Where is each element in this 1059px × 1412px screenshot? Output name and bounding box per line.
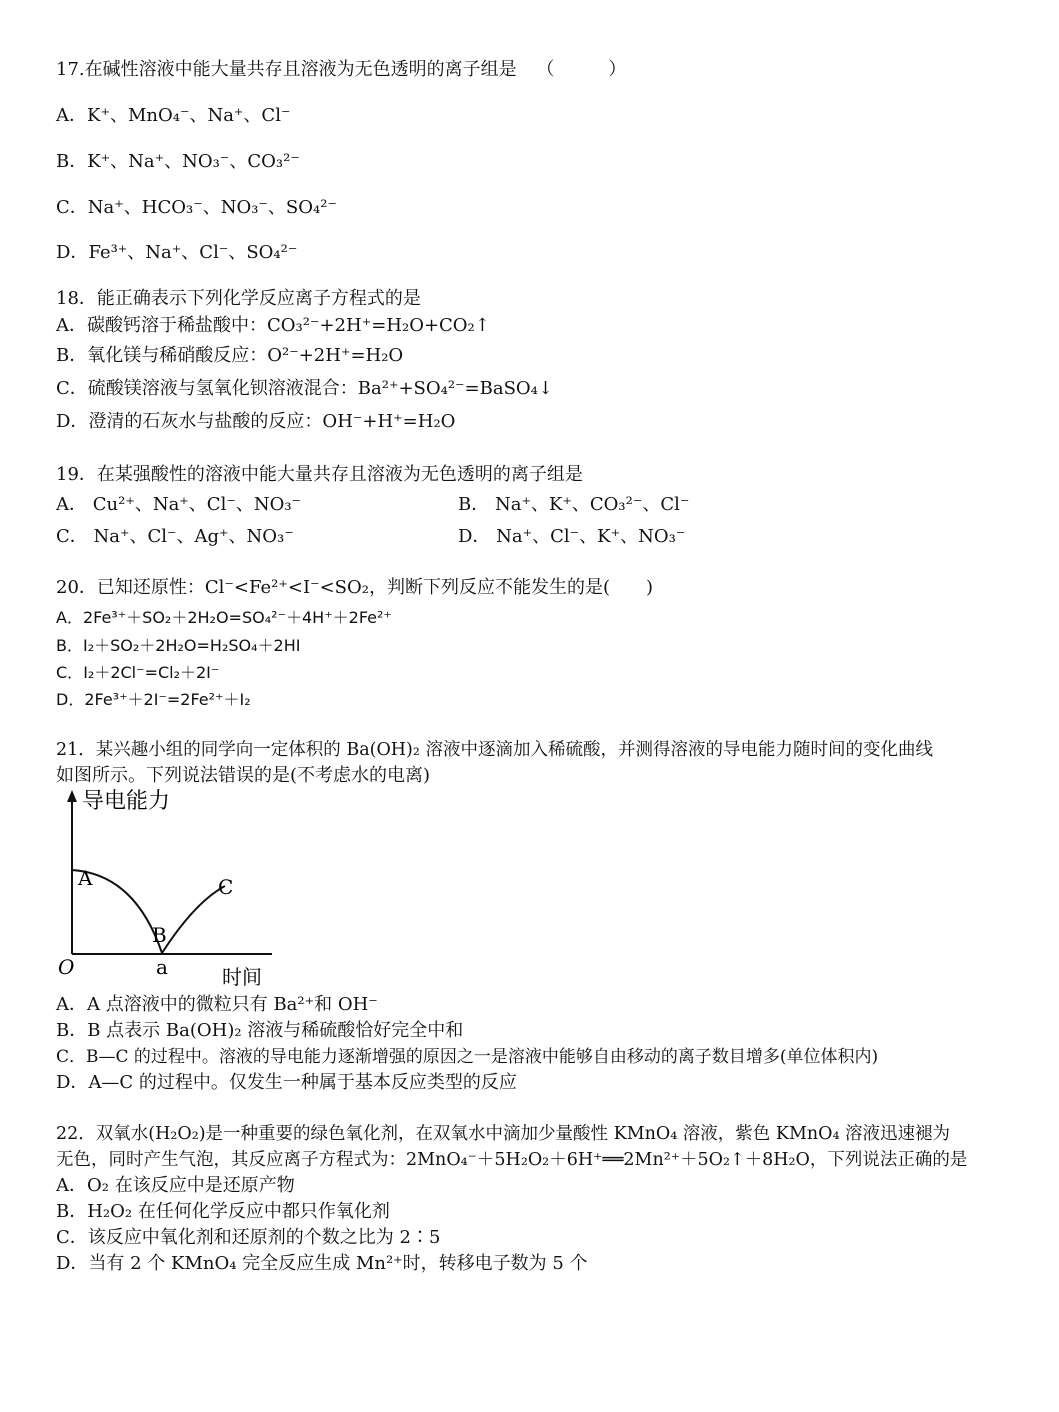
q17-option-c: C．Na⁺、HCO₃⁻、NO₃⁻、SO₄²⁻ bbox=[56, 197, 337, 218]
point-c-label: C bbox=[218, 875, 234, 899]
q19-option-a: A． Cu²⁺、Na⁺、Cl⁻、NO₃⁻ bbox=[56, 494, 302, 515]
q17-option-b: B．K⁺、Na⁺、NO₃⁻、CO₃²⁻ bbox=[56, 151, 300, 172]
x-axis-label: 时间 bbox=[222, 965, 262, 989]
q19-option-c: C． Na⁺、Cl⁻、Ag⁺、NO₃⁻ bbox=[56, 526, 294, 547]
q22-stem-line-1: 22．双氧水(H₂O₂)是一种重要的绿色氧化剂，在双氧水中滴加少量酸性 KMnO₄ 溶液，紫色 KMnO₄ 溶液迅速褪为 bbox=[56, 1124, 951, 1144]
q19-stem: 19．在某强酸性的溶液中能大量共存且溶液为无色透明的离子组是 bbox=[56, 464, 583, 485]
q18-option-b: B．氧化镁与稀硝酸反应：O²⁻+2H⁺=H₂O bbox=[56, 345, 404, 366]
q18-stem: 18．能正确表示下列化学反应离子方程式的是 bbox=[56, 288, 421, 309]
q22-stem-line-2: 无色，同时产生气泡，其反应离子方程式为：2MnO₄⁻＋5H₂O₂＋6H⁺══2Mn²⁺＋5O₂↑＋8H₂O，下列说法正确的是 bbox=[56, 1150, 968, 1170]
q18-option-c: C．硫酸镁溶液与氢氧化钡溶液混合：Ba²⁺+SO₄²⁻=BaSO₄↓ bbox=[56, 378, 553, 399]
q19-row-2 bbox=[56, 525, 956, 549]
q17-option-a: A．K⁺、MnO₄⁻、Na⁺、Cl⁻ bbox=[56, 105, 291, 126]
q20-option-b: B．I₂＋SO₂＋2H₂O=H₂SO₄＋2HI bbox=[56, 636, 301, 655]
q21-stem-line-2: 如图所示。下列说法错误的是(不考虑水的电离) bbox=[56, 765, 431, 786]
point-b-label: B bbox=[152, 923, 167, 947]
q22-option-a: A．O₂ 在该反应中是还原产物 bbox=[56, 1175, 295, 1196]
curve-b-to-c bbox=[162, 886, 225, 953]
q18-option-d: D．澄清的石灰水与盐酸的反应：OH⁻+H⁺=H₂O bbox=[56, 411, 456, 432]
origin-label: O bbox=[58, 955, 75, 979]
q22-option-d: D．当有 2 个 KMnO₄ 完全反应生成 Mn²⁺时，转移电子数为 5 个 bbox=[56, 1253, 588, 1274]
q20-option-d: D．2Fe³⁺＋2I⁻=2Fe²⁺＋I₂ bbox=[56, 690, 251, 709]
q21-option-b: B．B 点表示 Ba(OH)₂ 溶液与稀硫酸恰好完全中和 bbox=[56, 1020, 464, 1041]
q17-stem: 17.在碱性溶液中能大量共存且溶液为无色透明的离子组是 （ ） bbox=[56, 59, 627, 80]
conductivity-graph bbox=[50, 782, 290, 994]
q21-option-a: A．A 点溶液中的微粒只有 Ba²⁺和 OH⁻ bbox=[56, 994, 378, 1015]
q19-row-1 bbox=[56, 493, 956, 517]
q22-option-b: B．H₂O₂ 在任何化学反应中都只作氧化剂 bbox=[56, 1201, 390, 1222]
q20-option-c: C．I₂＋2Cl⁻=Cl₂＋2I⁻ bbox=[56, 663, 220, 682]
q22-option-c: C．该反应中氧化剂和还原剂的个数之比为 2∶5 bbox=[56, 1227, 441, 1248]
q20-stem: 20．已知还原性：Cl⁻<Fe²⁺<I⁻<SO₂，判断下列反应不能发生的是( ) bbox=[56, 577, 654, 598]
x-a-label: a bbox=[156, 955, 168, 979]
q19-option-b: B． Na⁺、K⁺、CO₃²⁻、Cl⁻ bbox=[458, 494, 690, 515]
q21-option-d: D．A—C 的过程中。仅发生一种属于基本反应类型的反应 bbox=[56, 1072, 517, 1093]
q19-option-d: D． Na⁺、Cl⁻、K⁺、NO₃⁻ bbox=[458, 526, 686, 547]
q21-stem-line-1: 21．某兴趣小组的同学向一定体积的 Ba(OH)₂ 溶液中逐滴加入稀硫酸，并测得溶液的导电能力随时间的变化曲线 bbox=[56, 740, 933, 760]
y-axis-arrow-icon bbox=[67, 790, 77, 802]
q18-option-a: A．碳酸钙溶于稀盐酸中：CO₃²⁻+2H⁺=H₂O+CO₂↑ bbox=[56, 315, 490, 336]
q17-option-d: D．Fe³⁺、Na⁺、Cl⁻、SO₄²⁻ bbox=[56, 242, 298, 263]
q20-option-a: A．2Fe³⁺＋SO₂＋2H₂O=SO₄²⁻＋4H⁺＋2Fe²⁺ bbox=[56, 608, 392, 627]
q21-option-c: C．B—C 的过程中。溶液的导电能力逐渐增强的原因之一是溶液中能够自由移动的离子数目增多(单位体积内) bbox=[56, 1047, 879, 1067]
y-axis-label: 导电能力 bbox=[82, 789, 171, 814]
point-a-label: A bbox=[78, 866, 93, 890]
